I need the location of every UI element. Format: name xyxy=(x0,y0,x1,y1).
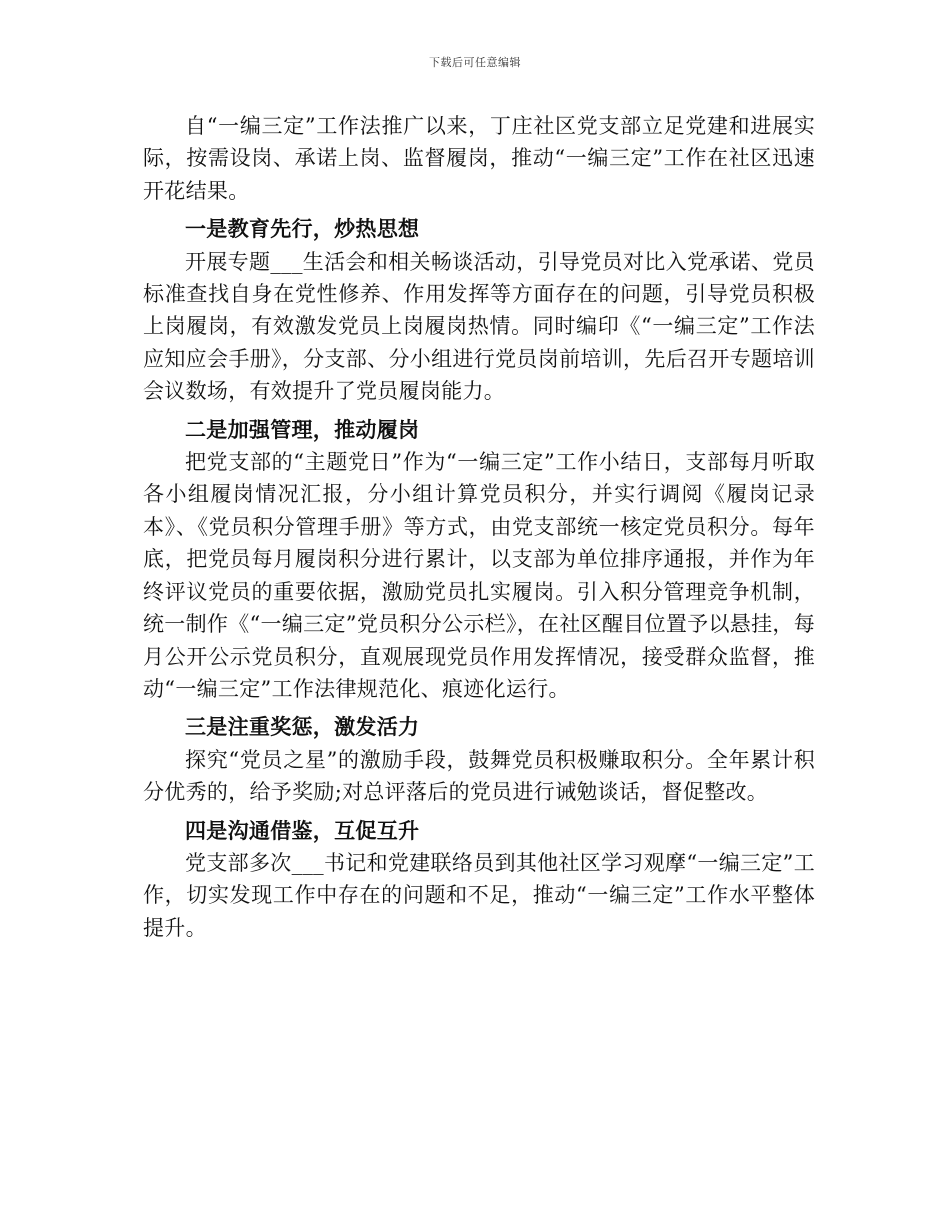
section-1-heading: 一是教育先行，炒热思想 xyxy=(185,216,420,242)
intro-paragraph: 自“一编三定”工作法推广以来，丁庄社区党支部立足党建和进展实际，按需设岗、承诺上岗、监督履岗，推动“一编三定”工作在社区迅速开花结果。 xyxy=(143,114,815,203)
page-header-note: 下载后可任意编辑 xyxy=(429,56,521,69)
section-4-heading: 四是沟通借鉴，互促互升 xyxy=(185,817,420,843)
section-2-heading: 二是加强管理，推动履岗 xyxy=(185,416,420,442)
section-1-body: 开展专题___生活会和相关畅谈活动，引导党员对比入党承诺、党员标准查找自身在党性修养、作用发挥等方面存在的问题，引导党员积极上岗履岗，有效激发党员上岗履岗热情。同时编印《“一编三定”工作法应知应会手册》，分支部、分小组进行党员岗前培训，先后召开专题培训会议数场，有效提升了党员履岗能力。 xyxy=(143,249,815,404)
document-body xyxy=(143,110,815,944)
section-2-body: 把党支部的“主题党日”作为“一编三定”工作小结日，支部每月听取各小组履岗情况汇报，分小组计算党员积分，并实行调阅《履岗记录本》、《党员积分管理手册》等方式，由党支部统一核定党员积分。每年底，把党员每月履岗积分进行累计，以支部为单位排序通报，并作为年终评议党员的重要依据，激励党员扎实履岗。引入积分管理竞争机制，统一制作《“一编三定”党员积分公示栏》，在社区醒目位置予以悬挂，每月公开公示党员积分，直观展现党员作用发挥情况，接受群众监督，推动“一编三定”工作法律规范化、痕迹化运行。 xyxy=(143,450,815,701)
section-3-heading: 三是注重奖惩，激发活力 xyxy=(185,714,420,740)
section-3-body: 探究“党员之星”的激励手段，鼓舞党员积极赚取积分。全年累计积分优秀的，给予奖励;对总评落后的党员进行诫勉谈话，督促整改。 xyxy=(143,747,815,805)
section-4-body: 党支部多次___书记和党建联络员到其他社区学习观摩“一编三定”工作，切实发现工作中存在的问题和不足，推动“一编三定”工作水平整体提升。 xyxy=(143,850,815,940)
